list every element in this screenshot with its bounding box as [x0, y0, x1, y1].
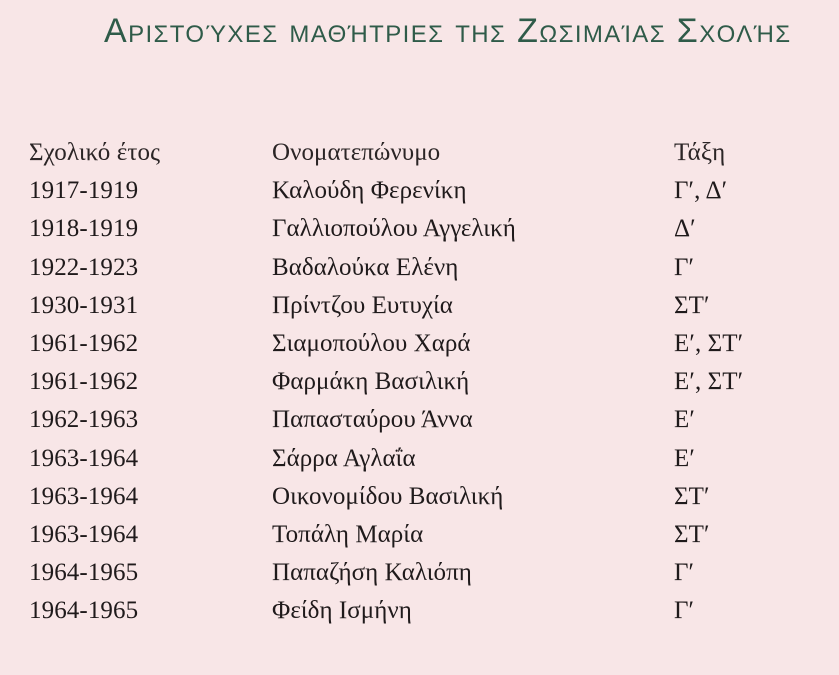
school-year-cell: 1961-1962 — [29, 329, 139, 357]
table-row — [0, 516, 839, 554]
table-row — [0, 440, 839, 478]
student-name-cell: Παπασταύρου Άννα — [272, 406, 473, 434]
student-name-cell: Πρίντζου Ευτυχία — [272, 291, 453, 319]
student-name-cell: Βαδαλούκα Ελένη — [272, 253, 459, 281]
school-year-cell: 1962-1963 — [29, 406, 139, 434]
class-cell: ΣΤ′ — [674, 520, 710, 548]
class-cell: Γ′, Δ′ — [674, 177, 728, 205]
student-name-cell: Σιαμοπούλου Χαρά — [272, 329, 471, 357]
table-row — [0, 554, 839, 592]
student-name-cell: Γαλλιοπούλου Αγγελική — [272, 215, 516, 243]
school-year-cell: 1918-1919 — [29, 215, 139, 243]
honor-students-table — [0, 134, 839, 630]
table-row — [0, 210, 839, 248]
student-name-cell: Τοπάλη Μαρία — [272, 520, 424, 548]
school-year-cell: 1930-1931 — [29, 291, 139, 319]
full-name-column-header: Ονοματεπώνυμο — [272, 139, 441, 166]
school-year-cell: 1964-1965 — [29, 597, 139, 625]
class-cell: ΣΤ′ — [674, 291, 710, 319]
class-cell: Δ′ — [674, 215, 696, 243]
school-year-cell: 1963-1964 — [29, 520, 139, 548]
school-year-cell: 1964-1965 — [29, 559, 139, 587]
table-row — [0, 401, 839, 439]
student-name-cell: Καλούδη Φερενίκη — [272, 177, 467, 205]
class-cell: Ε′, ΣΤ′ — [674, 329, 744, 357]
school-year-cell: 1961-1962 — [29, 368, 139, 396]
class-cell: Γ′ — [674, 559, 695, 587]
school-year-cell: 1922-1923 — [29, 253, 139, 281]
student-name-cell: Σάρρα Αγλαΐα — [272, 444, 416, 472]
student-name-cell: Οικονομίδου Βασιλική — [272, 482, 504, 510]
school-year-cell: 1963-1964 — [29, 444, 139, 472]
class-cell: Ε′ — [674, 406, 695, 434]
class-column-header: Τάξη — [674, 139, 726, 166]
school-year-cell: 1917-1919 — [29, 177, 139, 205]
table-row — [0, 592, 839, 630]
class-cell: Γ′ — [674, 253, 695, 281]
table-row — [0, 363, 839, 401]
school-year-cell: 1963-1964 — [29, 482, 139, 510]
table-row — [0, 249, 839, 287]
document-title: Αριστούχες μαθήτριες της Ζωσιμαίας Σχολής — [104, 12, 792, 50]
student-name-cell: Φείδη Ισμήνη — [272, 597, 412, 625]
class-cell: Ε′, ΣΤ′ — [674, 368, 744, 396]
class-cell: ΣΤ′ — [674, 482, 710, 510]
table-row — [0, 325, 839, 363]
table-row — [0, 287, 839, 325]
class-cell: Γ′ — [674, 597, 695, 625]
table-row — [0, 478, 839, 516]
class-cell: Ε′ — [674, 444, 695, 472]
student-name-cell: Παπαζήση Καλιόπη — [272, 559, 472, 587]
table-row — [0, 172, 839, 210]
table-header-row — [0, 134, 839, 172]
student-name-cell: Φαρμάκη Βασιλική — [272, 368, 470, 396]
school-year-column-header: Σχολικό έτος — [29, 139, 161, 166]
